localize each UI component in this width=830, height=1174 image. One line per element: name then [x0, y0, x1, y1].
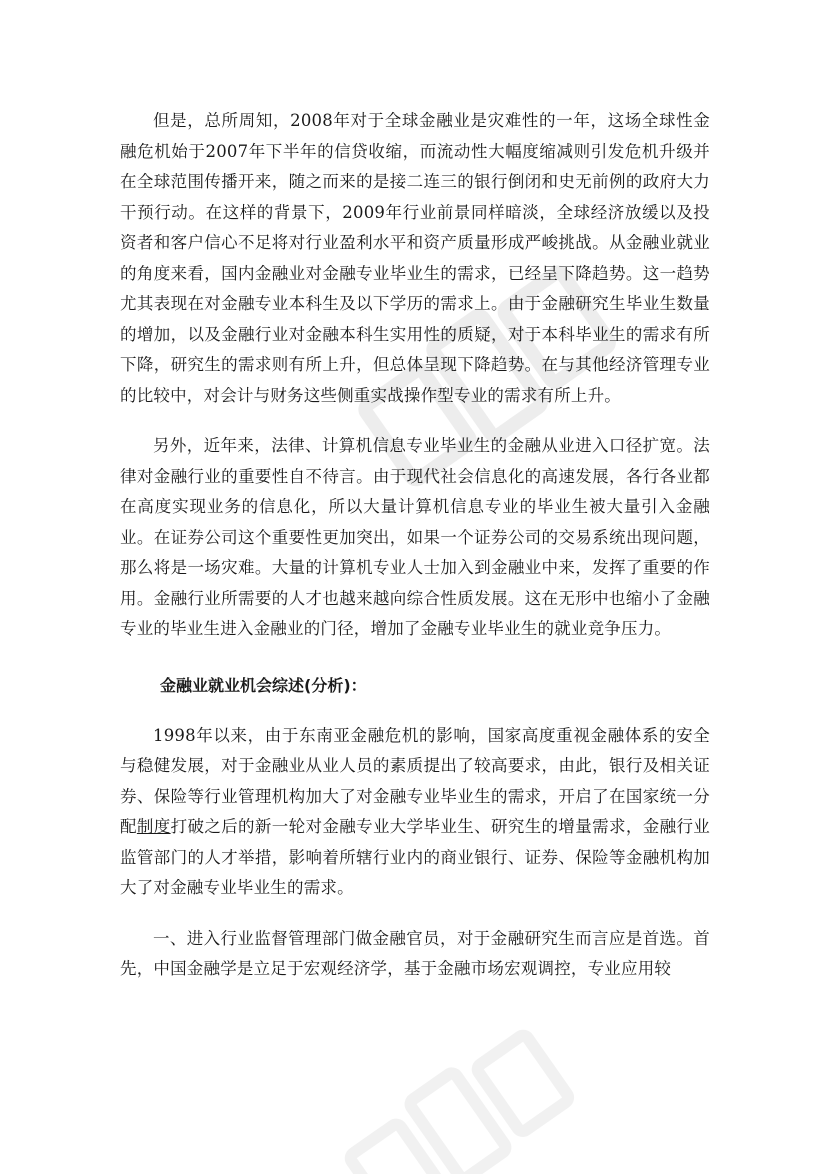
paragraph-law-computing: 另外，近年来，法律、计算机信息专业毕业生的金融从业进入口径扩宽。法律对金融行业的重要性自不待言。由于现代社会信息化的高速发展，各行各业都在高度实现业务的信息化，所以大量计算机信息专业的毕业生被大量引入金融业。在证券公司这个重要性更加突出，如果一个证券公司的交易系统出现问题，那么将是一场灾难。大量的计算机专业人士加入到金融业中来，发挥了重要的作用。金融行业所需要的人才也越来越向综合性质发展。这在无形中也缩小了金融专业的毕业生进入金融业的门径，增加了金融专业毕业生的就业竞争压力。	[120, 436, 710, 638]
section-heading: 金融业就业机会综述(分析)：	[160, 675, 367, 695]
paragraph-1998-overview	[120, 721, 710, 904]
document-body	[120, 106, 710, 985]
paragraph-text-start: 1998年以来，由于东南亚金融危机的影响，国家高度重视金融体系的安全与稳健发展，对于金融业从业人员的素质提出了较高要求，由此，银行及相关证券、保险等行业管理机构加大了对金融专业毕业生的需求，开启了在国家统一分配	[120, 725, 710, 836]
paragraph-financial-crisis: 但是，总所周知，2008年对于全球金融业是灾难性的一年，这场全球性金融危机始于2007年下半年的信贷收缩，而流动性大幅度缩减则引发危机升级并在全球范围传播开来，随之而来的是接二连三的银行倒闭和史无前例的政府大力干预行动。在这样的背景下，2009年行业前景同样暗淡，全球经济放缓以及投资者和客户信心不足将对行业盈利水平和资产质量形成严峻挑战。从金融业就业的角度来看，国内金融业对金融专业毕业生的需求，已经呈下降趋势。这一趋势尤其表现在对金融专业本科生及以下学历的需求上。由于金融研究生毕业生数量的增加，以及金融行业对金融本科生实用性的质疑，对于本科毕业生的需求有所下降，研究生的需求则有所上升，但总体呈现下降趋势。在与其他经济管理专业的比较中，对会计与财务这些侧重实战操作型专业的需求有所上升。	[120, 111, 710, 405]
paragraph-regulator-careers: 一、进入行业监督管理部门做金融官员，对于金融研究生而言应是首选。首先，中国金融学是立足于宏观经济学，基于金融市场宏观调控，专业应用较	[120, 928, 710, 978]
watermark-graphic-bottom	[300, 1020, 600, 1174]
underlined-term: 制度	[136, 817, 171, 836]
paragraph-text-end: 打破之后的新一轮对金融专业大学毕业生、研究生的增量需求，金融行业监管部门的人才举措，影响着所辖行业内的商业银行、证券、保险等金融机构加大了对金融专业毕业生的需求。	[120, 817, 711, 897]
